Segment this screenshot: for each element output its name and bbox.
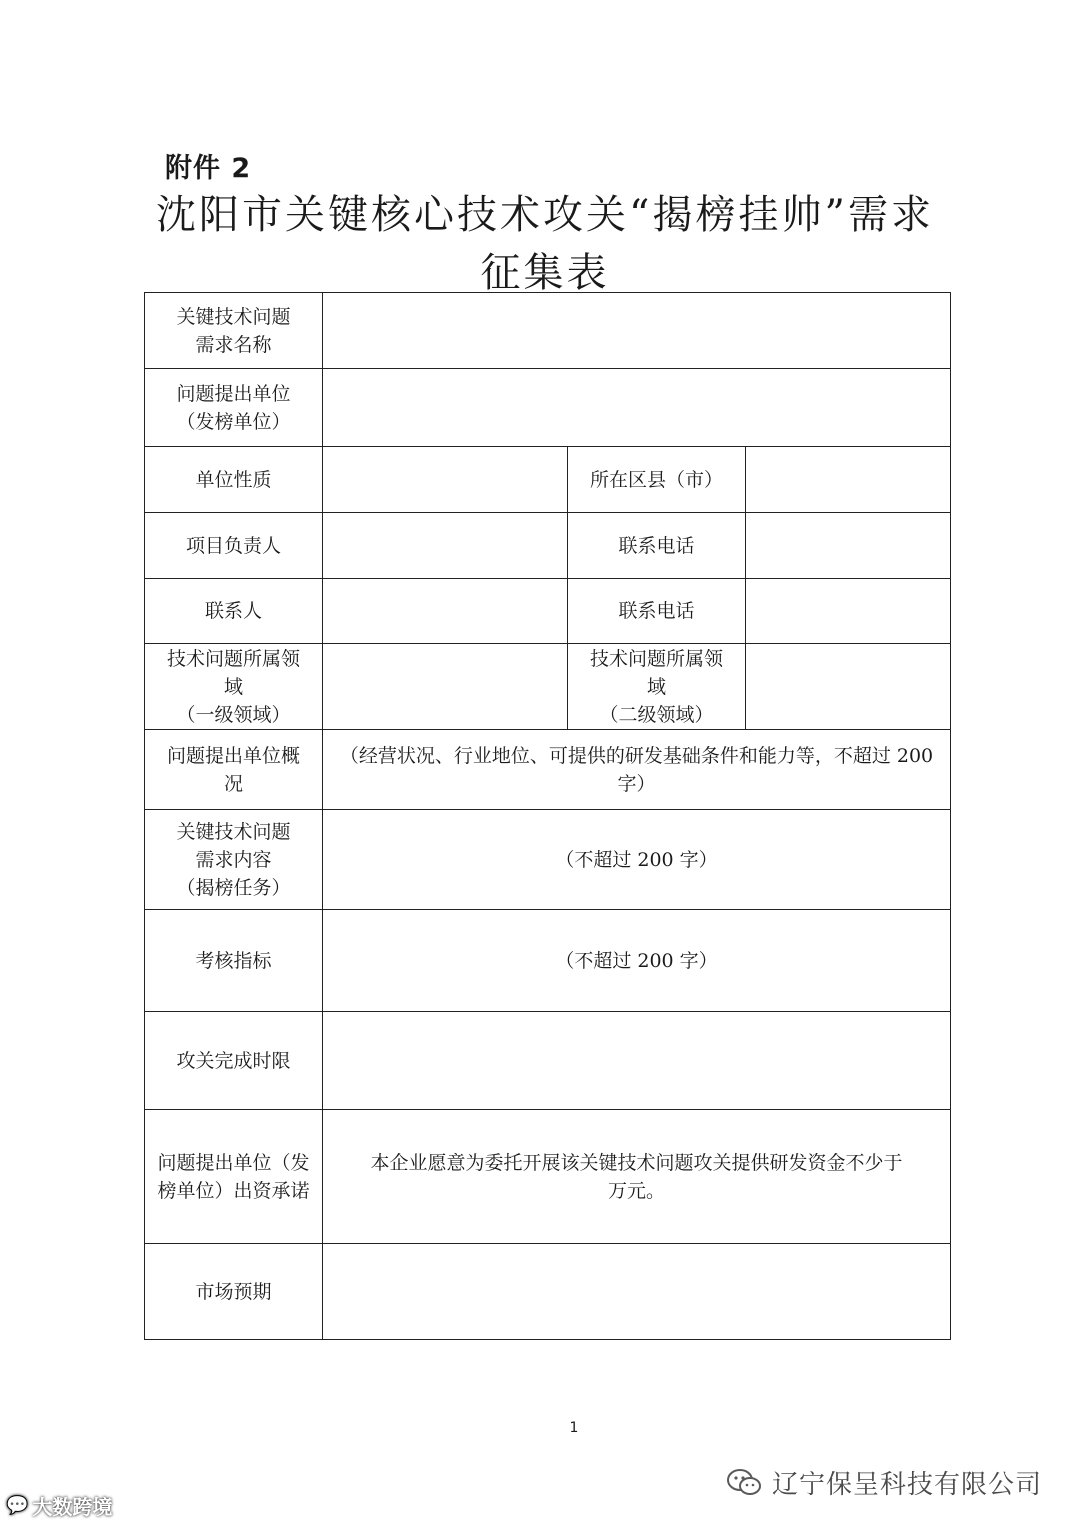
label-cell: 所在区县（市） xyxy=(568,447,746,513)
leader-phone-field[interactable] xyxy=(746,513,951,579)
table-row xyxy=(145,910,951,1012)
primary-domain-field[interactable] xyxy=(323,644,568,730)
funding-commitment-field[interactable]: 本企业愿意为委托开展该关键技术问题攻关提供研发资金不少于 万元。 xyxy=(323,1110,951,1244)
wechat-icon xyxy=(726,1468,762,1498)
table-row xyxy=(145,293,951,369)
deadline-field[interactable] xyxy=(323,1012,951,1110)
label-cell: 技术问题所属领 域 （二级领域） xyxy=(568,644,746,730)
table-row xyxy=(145,579,951,644)
label-cell: 项目负责人 xyxy=(145,513,323,579)
title-line-1: 沈阳市关键核心技术攻关“揭榜挂帅”需求 xyxy=(156,192,934,238)
table-row xyxy=(145,447,951,513)
label-cell: 问题提出单位概 况 xyxy=(145,730,323,810)
watermark-right: 辽宁保呈科技有限公司 xyxy=(726,1464,1042,1501)
label-cell: 联系电话 xyxy=(568,513,746,579)
table-row xyxy=(145,730,951,810)
assessment-indicators-field[interactable]: （不超过 200 字） xyxy=(323,910,951,1012)
page-number: 1 xyxy=(569,1420,579,1436)
label-cell: 技术问题所属领 域 （一级领域） xyxy=(145,644,323,730)
label-cell: 问题提出单位（发 榜单位）出资承诺 xyxy=(145,1110,323,1244)
requirement-content-field[interactable]: （不超过 200 字） xyxy=(323,810,951,910)
watermark-left: 💬 大数跨境 xyxy=(6,1495,113,1519)
label-cell: 攻关完成时限 xyxy=(145,1012,323,1110)
issuing-unit-field[interactable] xyxy=(323,369,951,447)
title-line-2: 征集表 xyxy=(480,250,610,296)
table-row xyxy=(145,1110,951,1244)
requirement-name-field[interactable] xyxy=(323,293,951,369)
label-cell: 单位性质 xyxy=(145,447,323,513)
table-row xyxy=(145,513,951,579)
market-expectation-field[interactable] xyxy=(323,1244,951,1340)
secondary-domain-field[interactable] xyxy=(746,644,951,730)
requirement-form-table xyxy=(144,292,951,1340)
table-row xyxy=(145,1244,951,1340)
table-row xyxy=(145,644,951,730)
label-cell: 关键技术问题 需求内容 （揭榜任务） xyxy=(145,810,323,910)
unit-nature-field[interactable] xyxy=(323,447,568,513)
contact-phone-field[interactable] xyxy=(746,579,951,644)
label-cell: 市场预期 xyxy=(145,1244,323,1340)
chat-bubble-icon: 💬 xyxy=(6,1495,29,1516)
table-row xyxy=(145,369,951,447)
contact-person-field[interactable] xyxy=(323,579,568,644)
label-cell: 联系人 xyxy=(145,579,323,644)
label-cell: 问题提出单位 （发榜单位） xyxy=(145,369,323,447)
district-field[interactable] xyxy=(746,447,951,513)
table-row xyxy=(145,810,951,910)
project-leader-field[interactable] xyxy=(323,513,568,579)
label-cell: 考核指标 xyxy=(145,910,323,1012)
unit-overview-field[interactable]: （经营状况、行业地位、可提供的研发基础条件和能力等，不超过 200 字） xyxy=(323,730,951,810)
label-cell: 联系电话 xyxy=(568,579,746,644)
label-cell: 关键技术问题 需求名称 xyxy=(145,293,323,369)
attachment-label: 附件 2 xyxy=(165,153,252,184)
table-row xyxy=(145,1012,951,1110)
document-title xyxy=(150,186,940,302)
